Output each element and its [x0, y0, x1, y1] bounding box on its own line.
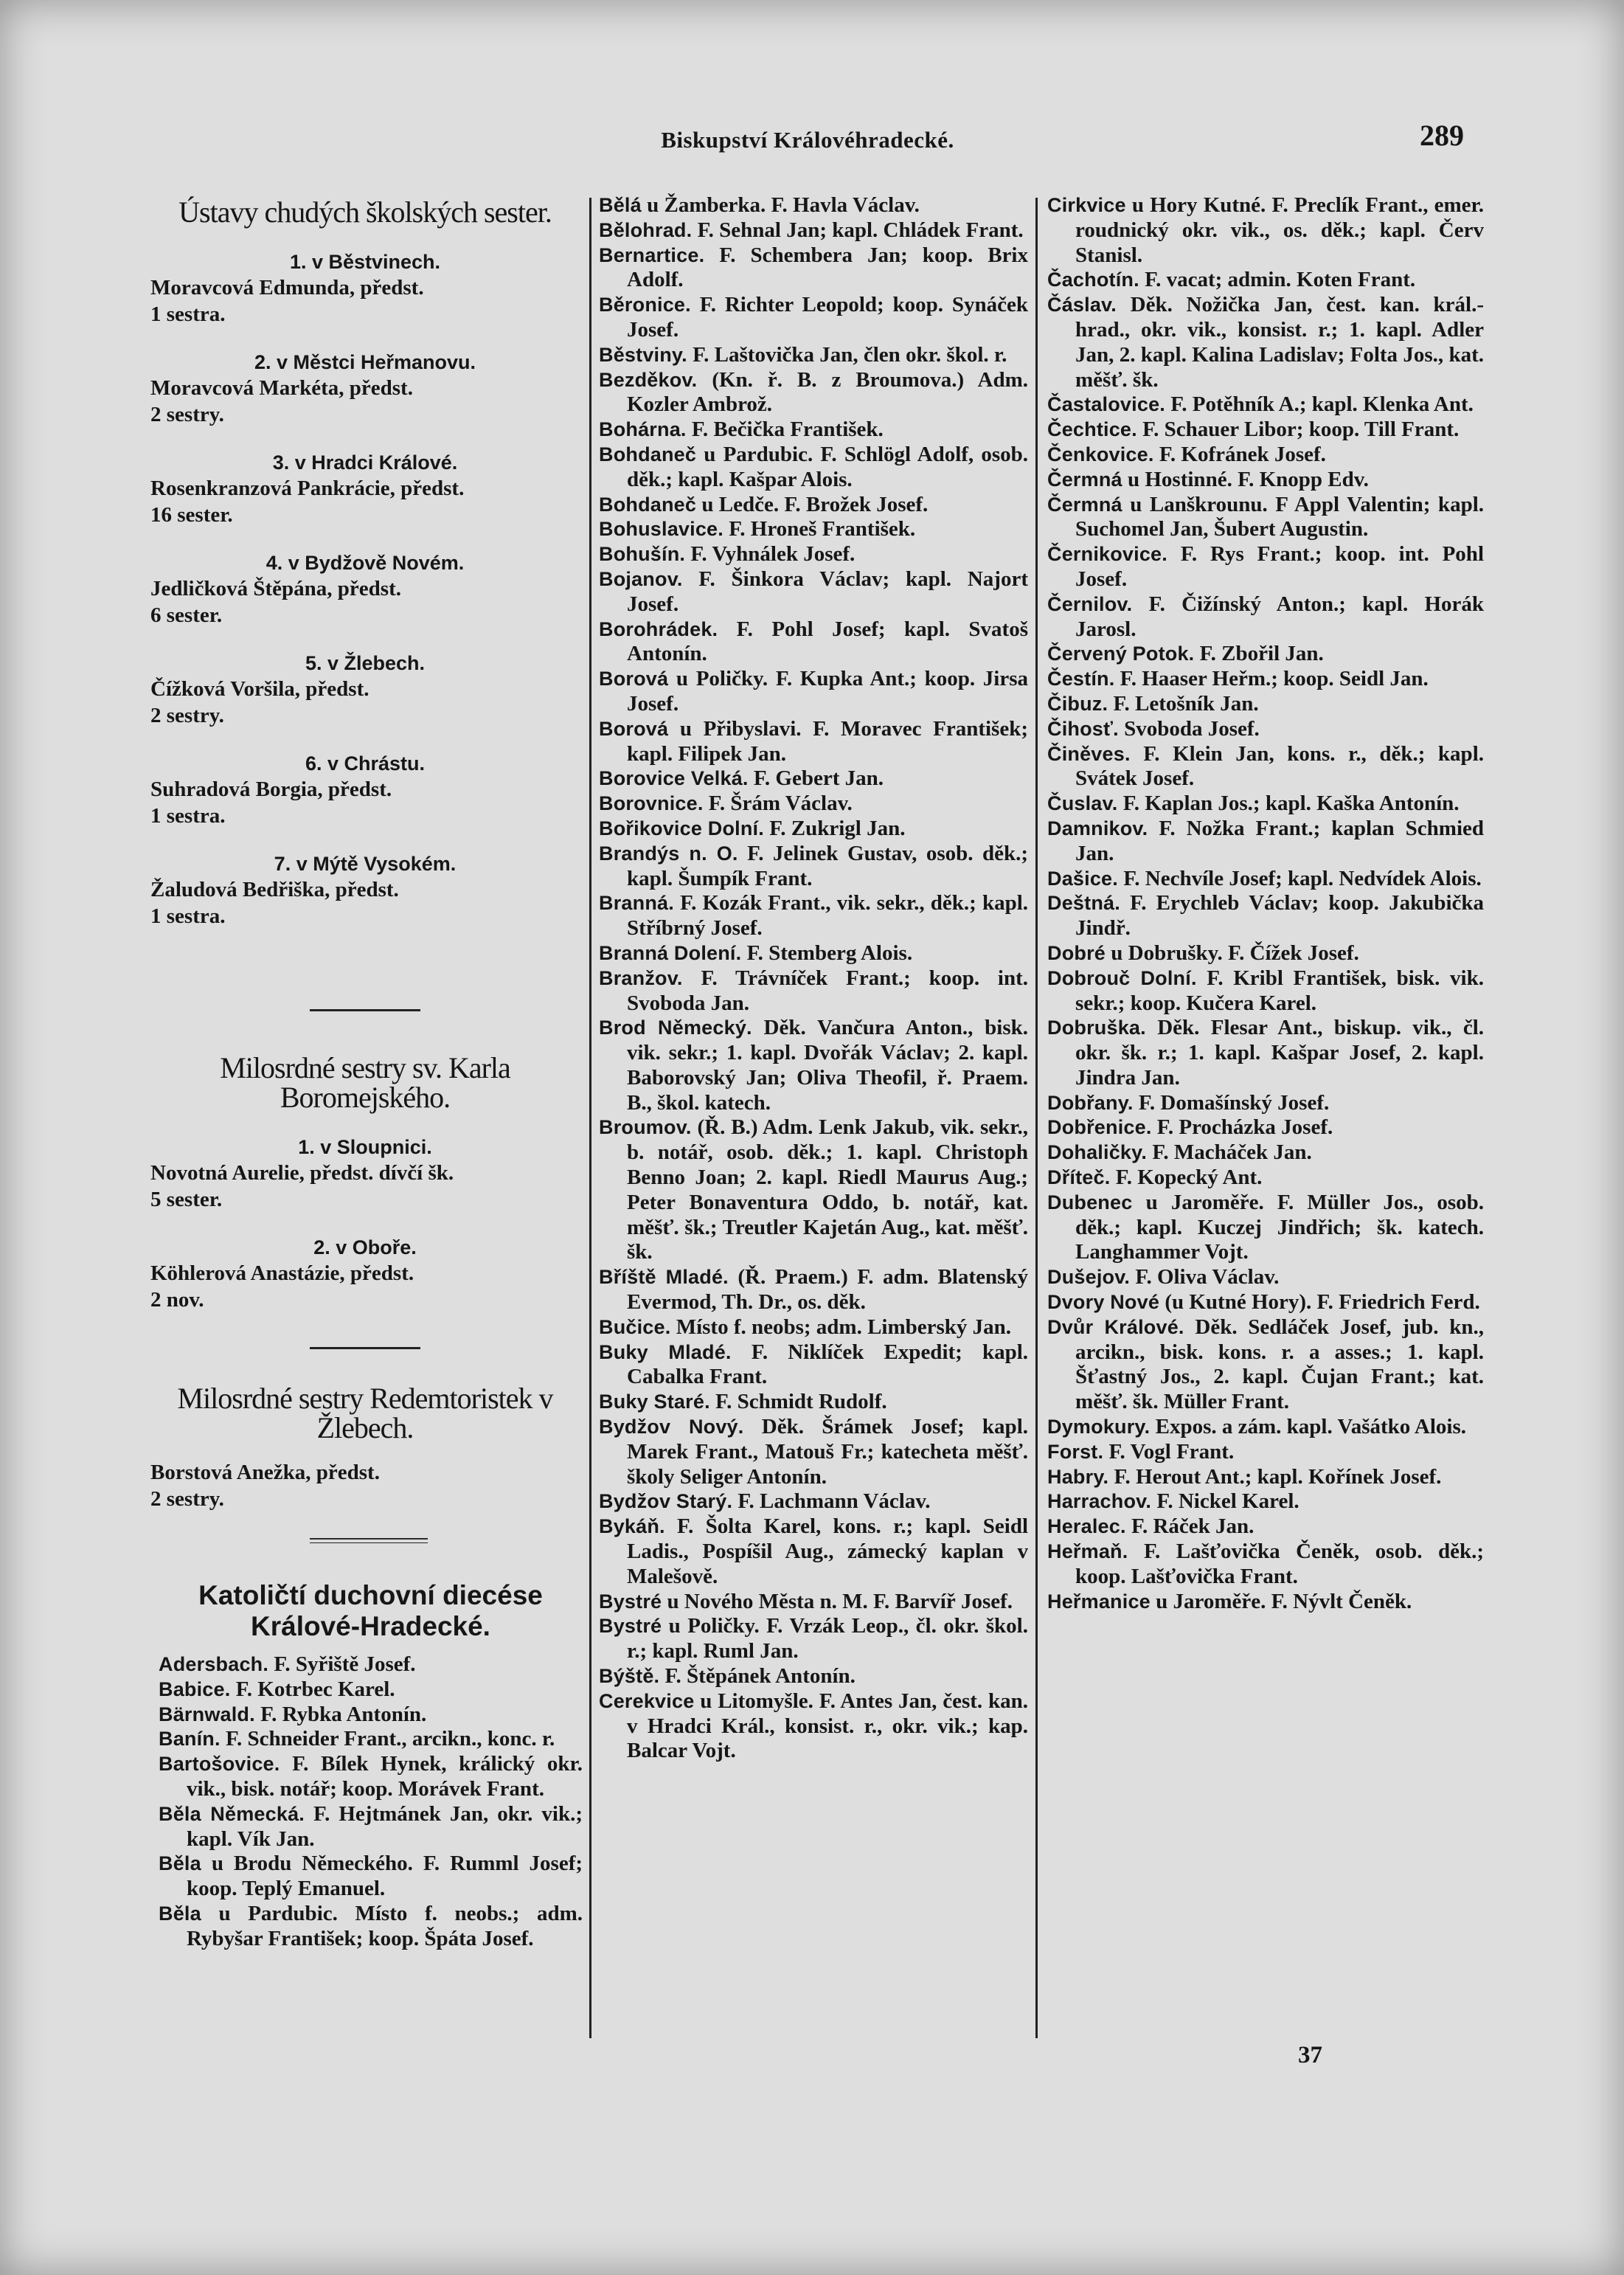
entry-text: u Žamberka. F. Havla Václav.	[647, 193, 920, 217]
parish-name: Dobřenice.	[1047, 1116, 1152, 1139]
entry-text: F. Klein Jan, kons. r., děk.; kapl. Svátek Josef.	[1075, 741, 1484, 791]
parish-name: Čihosť.	[1047, 717, 1119, 740]
entry-text: F. Lašťovička Čeněk, osob. děk.; koop. Lašťovička Frant.	[1075, 1540, 1484, 1588]
section-redemtoristky	[148, 1384, 583, 1512]
directory-entry	[599, 1689, 1028, 1764]
directory-entry	[159, 1802, 583, 1852]
parish-name: Heralec.	[1047, 1515, 1126, 1538]
text-line: Köhlerová Anastázie, předst.	[150, 1261, 414, 1285]
directory-entry	[1047, 1489, 1484, 1514]
directory-entry	[159, 1652, 583, 1677]
directory-entry	[1047, 418, 1484, 443]
directory-entry	[599, 817, 1028, 842]
directory-entry	[1047, 193, 1484, 268]
directory-entry	[1047, 468, 1484, 493]
directory-entry	[599, 717, 1028, 767]
directory-entry	[599, 1115, 1028, 1265]
entry-text: F. Niklíček Expedit; kapl. Cabalka Frant.	[627, 1340, 1029, 1389]
directory-entry	[1047, 1465, 1484, 1490]
subsection	[148, 751, 583, 829]
entry-text: u Hostinné. F. Knopp Edv.	[1128, 467, 1369, 491]
parish-name: Běla	[159, 1902, 201, 1925]
directory-entry	[1047, 642, 1484, 667]
entry-text: u Poličky. F. Kupka Ant.; koop. Jirsa Josef.	[627, 667, 1029, 716]
directory-entry	[599, 517, 1028, 542]
directory-entry	[599, 1016, 1028, 1115]
parish-name: Harrachov.	[1047, 1490, 1152, 1513]
parish-name: Dobrouč Dolní.	[1047, 966, 1197, 989]
entry-text: u Dobrušky. F. Čížek Josef.	[1111, 941, 1359, 965]
parish-name: Deštná.	[1047, 892, 1120, 915]
parish-name: Čáslav.	[1047, 294, 1117, 316]
double-rule	[310, 1538, 428, 1540]
subsection-heading: 1. v Sloupnici.	[298, 1136, 432, 1158]
directory-entry	[599, 1514, 1028, 1589]
parish-name: Broumov.	[599, 1116, 692, 1139]
parish-name: Červený Potok.	[1047, 643, 1195, 665]
subsection-heading: 2. v Městci Heřmanovu.	[254, 351, 476, 373]
parish-name: Častalovice.	[1047, 393, 1165, 416]
parish-name: Běstviny.	[599, 343, 687, 366]
parish-name: Borohrádek.	[599, 617, 718, 640]
directory-entry	[599, 1590, 1028, 1615]
directory-entry	[599, 792, 1028, 817]
section-title: Milosrdné sestry sv. Karla Boromejského.	[220, 1051, 510, 1114]
text-line: 2 sestry.	[150, 403, 224, 426]
entry-text: F. Stemberg Alois.	[746, 941, 913, 965]
directory-entry	[599, 1265, 1028, 1315]
directory-entry	[1047, 1290, 1484, 1315]
text-line: 1 sestra.	[150, 804, 226, 828]
directory-entry	[1047, 392, 1484, 418]
section-boromejske-sestry	[148, 1053, 583, 1313]
entry-text: F. Hroneš František.	[729, 517, 916, 541]
entry-text: u Brodu Německého. F. Rumml Josef; koop. Teplý Emanuel.	[187, 1852, 583, 1901]
directory-entry	[159, 1752, 583, 1802]
parish-name: Bělá	[599, 194, 642, 216]
parish-name: Buky Staré.	[599, 1391, 710, 1413]
parish-name: Branná.	[599, 892, 674, 915]
subsection	[148, 1135, 583, 1213]
directory-entry	[599, 941, 1028, 966]
entry-text: F. Trávníček Frant.; koop. int. Svoboda Jan.	[627, 966, 1029, 1015]
directory-entry	[1047, 1091, 1484, 1116]
entry-text: F. Kofránek Josef.	[1159, 442, 1326, 466]
entry-text: F. Macháček Jan.	[1152, 1140, 1312, 1165]
text-line: 2 sestry.	[150, 1487, 224, 1511]
parish-name: Dobré	[1047, 941, 1106, 964]
directory-entry	[599, 1390, 1028, 1415]
subsection	[148, 651, 583, 729]
text-line: 6 sester.	[150, 603, 223, 627]
entry-text: F. Kotrbec Karel.	[235, 1677, 395, 1701]
directory-entry	[1047, 1166, 1484, 1191]
entry-text: F. Kaplan Jos.; kapl. Kaška Antonín.	[1122, 792, 1460, 816]
parish-name: Čibuz.	[1047, 692, 1108, 715]
entry-text: u Jaroměře. F. Müller Jos., osob. děk.; kapl. Kuczej Jindřich; šk. katech. Langhammer Vojt.	[1075, 1190, 1485, 1264]
subsection-heading: 6. v Chrástu.	[305, 752, 426, 775]
parish-name: Heřmaň.	[1047, 1540, 1128, 1563]
entry-text: F. Schneider Frant., arcikn., konc. r.	[225, 1727, 555, 1751]
entry-text: F. Gebert Jan.	[753, 766, 884, 791]
directory-entry	[599, 443, 1028, 493]
parish-name: Dobruška.	[1047, 1017, 1146, 1039]
entry-text: F. Bílek Hynek, králický okr. vik., bisk. notář; koop. Morávek Frant.	[187, 1752, 583, 1801]
directory-entry	[599, 218, 1028, 243]
directory-entry	[1047, 891, 1484, 941]
directory-entry	[599, 193, 1028, 218]
directory-entry	[159, 1727, 583, 1752]
parish-name: Borová	[599, 717, 669, 740]
divider-rule	[310, 1347, 420, 1349]
directory-entry	[1047, 941, 1484, 966]
parish-name: Bydžov Nový.	[599, 1416, 744, 1438]
directory-entry	[1047, 966, 1484, 1017]
parish-name: Borovice Velká.	[599, 767, 749, 790]
parish-name: Býště.	[599, 1665, 660, 1688]
divider-rule	[310, 1009, 420, 1011]
parish-name: Bernartice.	[599, 243, 705, 266]
entry-text: F. Ráček Jan.	[1131, 1514, 1255, 1539]
parish-name: Branžov.	[599, 966, 683, 989]
directory-entry	[1047, 1440, 1484, 1465]
text-line: 1 sestra.	[150, 904, 226, 928]
entry-text: F. Richter Leopold; koop. Synáček Josef.	[627, 293, 1029, 342]
parish-name: Heřmanice	[1047, 1590, 1151, 1613]
subsection	[148, 350, 583, 428]
parish-name: Borová	[599, 668, 669, 690]
entry-text: F. Lachmann Václav.	[738, 1489, 931, 1514]
running-header: Biskupství Královéhradecké.	[661, 127, 954, 153]
entry-text: F. Zbořil Jan.	[1199, 642, 1324, 666]
subsection	[148, 450, 583, 528]
entry-text: u Lanškrounu. F Appl Valentin; kapl. Suchomel Jan, Šubert Augustin.	[1075, 492, 1485, 541]
parish-name: Dymokury.	[1047, 1416, 1151, 1438]
double-rule	[310, 1542, 428, 1543]
parish-name: Bezděkov.	[599, 368, 698, 391]
directory-entry	[599, 891, 1028, 941]
parish-name: Bělohrad.	[599, 218, 693, 241]
entry-text: (Ř. B.) Adm. Lenk Jakub, vik. sekr., b. notář, osob. děk.; 1. kapl. Christoph Benno Joan; 2. kapl. Riedl Maurus Aug.; Peter Bonaventura Oddo, b. notář, kat. měšť. šk.; Treutler Kajetán Aug., kat. měšť. šk.	[627, 1115, 1029, 1264]
directory-entry	[1047, 1115, 1484, 1140]
subsection-heading: 1. v Běstvinech.	[289, 251, 441, 273]
parish-name: Bohdaneč	[599, 493, 697, 516]
entry-text: Expos. a zám. kapl. Vašátko Alois.	[1155, 1415, 1467, 1439]
text-line: Jedličková Štěpána, předst.	[150, 577, 401, 600]
entry-text: u Litomyšle. F. Antes Jan, čest. kan. v Hradci Král., konsist. r., okr. vik.; kap. Balcar Vojt.	[627, 1689, 1029, 1763]
parish-name: Bystré	[599, 1590, 662, 1613]
text-line: Moravcová Edmunda, předst.	[150, 276, 424, 299]
parish-name: Bärnwald.	[159, 1703, 255, 1725]
parish-name: Čenkovice.	[1047, 443, 1154, 465]
directory-entry	[1047, 293, 1484, 392]
directory-entry	[1047, 692, 1484, 717]
parish-name: Bartošovice.	[159, 1753, 280, 1776]
parish-name: Dohaličky.	[1047, 1141, 1148, 1164]
parish-name: Činěves.	[1047, 742, 1131, 765]
directory-entry	[599, 542, 1028, 567]
entry-text: u Přibyslavi. F. Moravec František; kapl. Filipek Jan.	[627, 716, 1028, 766]
directory-entry	[1047, 1265, 1484, 1290]
entry-text: u Nového Města n. M. F. Barvíř Josef.	[667, 1589, 1013, 1613]
parish-name: Brod Německý.	[599, 1017, 752, 1039]
parish-name: Bořikovice Dolní.	[599, 817, 764, 839]
parish-name: Dvůr Králové.	[1047, 1315, 1184, 1338]
directory-entry	[1047, 867, 1484, 892]
parish-name: Dříteč.	[1047, 1166, 1111, 1189]
parish-name: Čermná	[1047, 493, 1122, 516]
parish-name: Bučice.	[599, 1315, 671, 1338]
parish-name: Dubenec	[1047, 1191, 1133, 1213]
directory-entry	[1047, 592, 1484, 643]
parish-name: Dašice.	[1047, 867, 1118, 890]
entry-text: F. Kozák Frant., vik. sekr., děk.; kapl. Stříbrný Josef.	[627, 891, 1029, 941]
directory-entry	[599, 766, 1028, 792]
directory-entry	[1047, 443, 1484, 468]
entry-text: F. Vogl Frant.	[1108, 1439, 1235, 1464]
directory-entry	[1047, 667, 1484, 692]
parish-name: Buky Mladé.	[599, 1340, 732, 1363]
parish-name: Forst.	[1047, 1440, 1104, 1463]
entry-text: Děk. Flesar Ant., biskup. vik., čl. okr. šk. r.; 1. kapl. Kašpar Josef, 2. kapl. Jindra Jan.	[1075, 1016, 1485, 1090]
entry-text: Děk. Šrámek Josef; kapl. Marek Frant., Matouš Fr.; katecheta měšť. školy Seliger Antonín.	[627, 1415, 1028, 1489]
parish-name: Adersbach.	[159, 1653, 269, 1675]
column-2	[599, 193, 1028, 1764]
text-line: Suhradová Borgia, předst.	[150, 778, 392, 801]
directory-entry	[599, 1315, 1028, 1340]
entry-text: F. vacat; admin. Koten Frant.	[1145, 268, 1416, 292]
subsection	[148, 1235, 583, 1313]
subsection-heading: 2. v Oboře.	[313, 1236, 417, 1258]
entry-text: (Kn. ř. B. z Broumova.) Adm. Kozler Ambrož.	[627, 367, 1028, 417]
parish-name: Bohárna.	[599, 418, 687, 441]
entry-text: F. Bečička František.	[691, 418, 884, 442]
entry-text: F. Zukrigl Jan.	[769, 816, 906, 840]
entry-text: F. Procházka Josef.	[1156, 1115, 1333, 1140]
directory-entry	[599, 842, 1028, 892]
directory-entry	[1047, 493, 1484, 543]
directory-entry	[1047, 1315, 1484, 1415]
parish-name: Borovnice.	[599, 792, 704, 815]
entry-text: F. Oliva Václav.	[1135, 1265, 1280, 1289]
entry-text: F. Šrám Václav.	[708, 792, 853, 816]
entry-text: F. Rys Frant.; koop. int. Pohl Josef.	[1075, 542, 1484, 591]
entry-text: F. Erychleb Václav; koop. Jakubička Jindř.	[1075, 891, 1485, 941]
directory-entry	[599, 493, 1028, 518]
text-line: 16 sester.	[150, 503, 233, 527]
entry-text: Děk. Sedláček Josef, jub. kn., arcikn., bisk. kons. r. a asses.; 1. kapl. Šťastný Jos., 2. kapl. Čujan Frant.; kat. měšť. šk. Müller Frant.	[1075, 1315, 1484, 1414]
entry-text: F. Kribl František, bisk. vik. sekr.; koop. Kučera Karel.	[1075, 966, 1484, 1015]
entry-text: Svoboda Josef.	[1124, 716, 1260, 741]
parish-name: Čachotín.	[1047, 269, 1139, 291]
directory-entry	[159, 1703, 583, 1728]
directory-entry	[599, 1340, 1028, 1391]
entry-text: F. Čižínský Anton.; kapl. Horák Jarosl.	[1075, 592, 1485, 641]
entry-text: F. Štěpánek Antonín.	[664, 1664, 856, 1689]
entry-text: u Ledče. F. Brožek Josef.	[701, 492, 929, 516]
section-title: Milosrdné sestry Redemtoristek v Žlebech.	[177, 1382, 553, 1444]
parish-name: Cirkvice	[1047, 194, 1126, 216]
text-line: 2 sestry.	[150, 704, 224, 727]
parish-name: Čuslav.	[1047, 792, 1118, 815]
parish-name: Bříště Mladé.	[599, 1266, 729, 1289]
entry-text: F. Domašínský Josef.	[1138, 1090, 1330, 1115]
directory-entry	[599, 1415, 1028, 1489]
entry-text: F. Schembera Jan; koop. Brix Adolf.	[627, 243, 1028, 292]
directory-entry	[159, 1852, 583, 1902]
section-katolicti-duchovni	[159, 1580, 583, 1952]
subsection	[148, 249, 583, 328]
subsection-heading: 5. v Žlebech.	[305, 652, 426, 674]
parish-name: Habry.	[1047, 1465, 1109, 1488]
directory-entry	[1047, 268, 1484, 293]
entry-text: F. Nickel Karel.	[1156, 1489, 1299, 1514]
directory-entry	[1047, 1140, 1484, 1166]
directory-entry	[599, 243, 1028, 294]
parish-name: Dušejov.	[1047, 1266, 1131, 1289]
parish-name: Čechtice.	[1047, 418, 1137, 441]
text-line: 2 nov.	[150, 1288, 204, 1312]
parish-name: Bykáň.	[599, 1515, 665, 1538]
signature-mark: 37	[1298, 2042, 1322, 2068]
directory-entry	[599, 293, 1028, 343]
entry-text: F. Vyhnálek Josef.	[690, 542, 856, 567]
entry-text: F. Haaser Heřm.; koop. Seidl Jan.	[1120, 667, 1429, 691]
column-3	[1047, 193, 1484, 1614]
directory-entry	[1047, 1590, 1484, 1615]
parish-name: Čestín.	[1047, 668, 1115, 690]
directory-entry	[1047, 742, 1484, 792]
directory-entry	[599, 1614, 1028, 1664]
parish-name: Bohdaneč	[599, 443, 697, 465]
entry-text: F. Kopecký Ant.	[1115, 1166, 1263, 1190]
parish-name: Černikovice.	[1047, 543, 1167, 566]
directory-entry	[599, 667, 1028, 717]
parish-name: Cerekvice	[599, 1689, 695, 1712]
entry-text: F. Šinkora Václav; kapl. Najort Josef.	[627, 567, 1028, 616]
directory-entry	[1047, 1540, 1484, 1590]
entry-text: (u Kutné Hory). F. Friedrich Ferd.	[1165, 1290, 1480, 1315]
entry-text: u Pardubic. Místo f. neobs.; adm. Rybyšar František; koop. Špáta Josef.	[187, 1901, 583, 1950]
parish-name: Bydžov Starý.	[599, 1490, 733, 1513]
entry-text: F. Šolta Karel, kons. r.; kapl. Seidl Ladis., Pospíšil Aug., zámecký kaplan v Malešově.	[627, 1514, 1029, 1588]
entry-text: F. Potěhník A.; kapl. Klenka Ant.	[1170, 392, 1474, 417]
directory-entry	[599, 418, 1028, 443]
text-line: Rosenkranzová Pankrácie, předst.	[150, 477, 465, 500]
parish-name: Běronice.	[599, 294, 691, 316]
directory-entry	[1047, 817, 1484, 867]
subsection-heading: 3. v Hradci Králové.	[272, 451, 458, 474]
parish-name: Banín.	[159, 1728, 221, 1751]
section-skolske-sestry	[148, 195, 583, 929]
parish-name: Běla Německá.	[159, 1802, 305, 1825]
section-heading: Katoličtí duchovní diecése Králové-Hradecké.	[198, 1580, 543, 1641]
text-line: 5 sester.	[150, 1188, 223, 1211]
parish-name: Černilov.	[1047, 592, 1133, 615]
directory-entry	[1047, 1016, 1484, 1090]
parish-name: Babice.	[159, 1677, 231, 1700]
page-number: 289	[1420, 119, 1464, 152]
entry-text: F. Laštovička Jan, člen okr. škol. r.	[693, 342, 1007, 367]
directory-entry	[1047, 1415, 1484, 1440]
entry-text: u Pardubic. F. Schlögl Adolf, osob. děk.; kapl. Kašpar Alois.	[627, 442, 1028, 491]
parish-name: Bohušín.	[599, 543, 686, 566]
directory-entry	[599, 368, 1028, 418]
entry-text: F. Herout Ant.; kapl. Kořínek Josef.	[1114, 1464, 1442, 1489]
entry-text: Děk. Nožička Jan, čest. kan. král.-hrad., okr. vik., konsist. r.; 1. kapl. Adler Jan, 2. kapl. Kalina Ladislav; Folta Jos., kat. měšť. šk.	[1075, 293, 1484, 392]
parish-name: Dobřany.	[1047, 1091, 1134, 1114]
entry-text: Místo f. neobs; adm. Limberský Jan.	[676, 1315, 1012, 1339]
entry-text: F. Rybka Antonín.	[260, 1702, 427, 1726]
entry-text: F. Letošník Jan.	[1113, 691, 1259, 716]
entry-text: u Jaroměře. F. Nývlt Čeněk.	[1156, 1589, 1412, 1613]
entry-text: (Ř. Praem.) F. adm. Blatenský Evermod, Th. Dr., os. děk.	[627, 1265, 1028, 1315]
parish-name: Bystré	[599, 1615, 662, 1638]
text-line: Novotná Aurelie, předst. dívčí šk.	[150, 1161, 454, 1185]
text-line: Borstová Anežka, předst.	[150, 1461, 380, 1484]
directory-entry	[159, 1677, 583, 1703]
subsection	[148, 851, 583, 929]
parish-name: Běla	[159, 1852, 201, 1875]
parish-name: Bohuslavice.	[599, 518, 723, 541]
directory-entry	[599, 966, 1028, 1017]
column-divider	[1035, 198, 1038, 2038]
entry-text: F. Pohl Josef; kapl. Svatoš Antonín.	[627, 617, 1028, 666]
directory-entry	[1047, 792, 1484, 817]
section-title: Ústavy chudých školských sester.	[178, 195, 552, 229]
subsection-heading: 7. v Mýtě Vysokém.	[274, 853, 457, 875]
entry-text: F. Nechvíle Josef; kapl. Nedvídek Alois.	[1123, 866, 1482, 890]
subsection-heading: 4. v Bydžově Novém.	[266, 552, 465, 574]
directory-entry	[599, 617, 1028, 668]
directory-entry	[159, 1902, 583, 1952]
entry-text: u Hory Kutné. F. Preclík Frant., emer. roudnický okr. vik., os. děk.; kapl. Červ Stanisl.	[1075, 193, 1484, 267]
entry-text: F. Nožka Frant.; kaplan Schmied Jan.	[1075, 816, 1484, 865]
text-line: Moravcová Markéta, předst.	[150, 376, 413, 400]
entry-text: u Poličky. F. Vrzák Leop., čl. okr. škol. r.; kapl. Ruml Jan.	[627, 1614, 1028, 1663]
entry-text: F. Sehnal Jan; kapl. Chládek Frant.	[697, 218, 1024, 242]
entry-text: F. Hejtmánek Jan, okr. vik.; kapl. Vík Jan.	[187, 1801, 583, 1851]
directory-entry	[1047, 1191, 1484, 1265]
text-line: Čížková Voršila, předst.	[150, 677, 369, 701]
column-divider	[589, 198, 591, 2038]
subsection	[148, 550, 583, 629]
text-line: 1 sestra.	[150, 302, 226, 326]
directory-entry	[599, 1664, 1028, 1689]
directory-entry	[1047, 717, 1484, 742]
parish-name: Bojanov.	[599, 567, 683, 590]
parish-name: Čermná	[1047, 468, 1122, 491]
entry-text: F. Jelinek Gustav, osob. děk.; kapl. Šumpík Frant.	[627, 841, 1029, 890]
entry-text: F. Schauer Libor; koop. Till Frant.	[1142, 418, 1460, 442]
entry-text: F. Schmidt Rudolf.	[715, 1390, 887, 1414]
directory-entry	[599, 343, 1028, 368]
directory-entry	[599, 1489, 1028, 1514]
directory-entry	[599, 567, 1028, 617]
directory-entry	[1047, 542, 1484, 592]
text-line: Žaludová Bedřiška, předst.	[150, 878, 399, 901]
parish-name: Dvory Nové	[1047, 1291, 1160, 1314]
directory-entry	[1047, 1514, 1484, 1540]
parish-name: Branná Dolení.	[599, 941, 742, 964]
parish-name: Brandýs n. O.	[599, 842, 738, 865]
entry-text: Děk. Vančura Anton., bisk. vik. sekr.; 1. kapl. Dvořák Václav; 2. kapl. Baborovský Jan; Oliva Theofil, ř. Praem. B., škol. katech.	[627, 1016, 1029, 1115]
entry-text: F. Syřiště Josef.	[274, 1652, 416, 1676]
parish-name: Damnikov.	[1047, 817, 1148, 839]
